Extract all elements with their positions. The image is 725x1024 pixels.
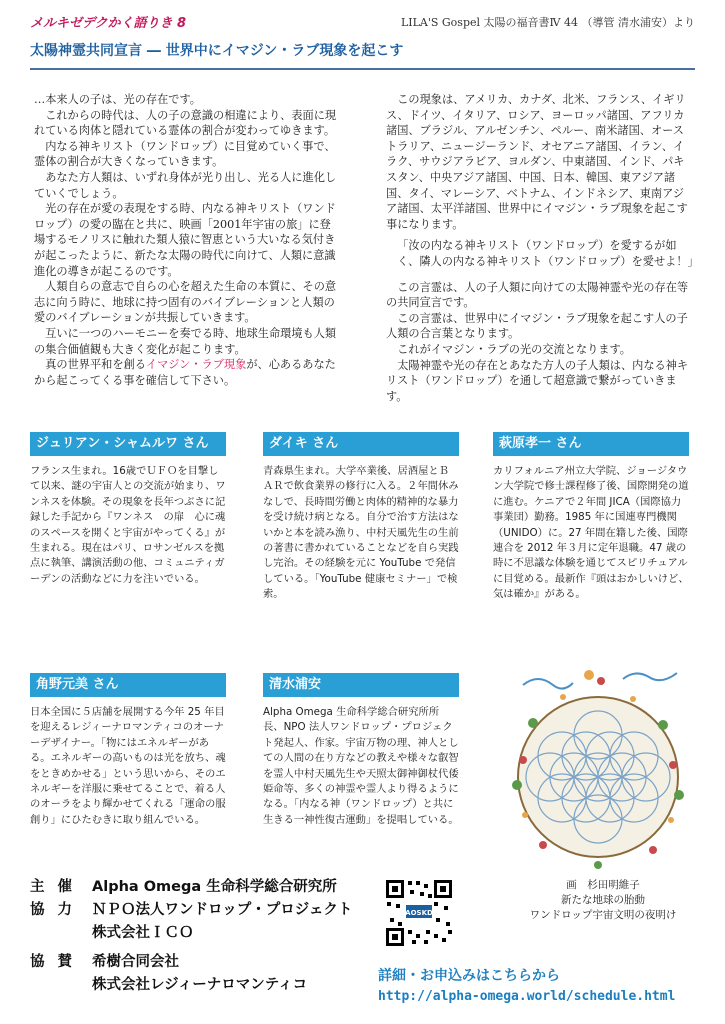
article-paragraph: 互いに一つのハーモニーを奏でる時、地球生命環境も人類の集合価値観も大きく変化が起こります。 [34, 326, 337, 356]
article-paragraph: 内なる神キリスト（ワンドロップ）に目覚めていく事で、霊体の割合が大きくなっていきます。 [34, 139, 336, 169]
illustration-subtitle: ワンドロップ宇宙文明の夜明け [529, 909, 677, 921]
credit-value: 株式会社ＩＣＯ [92, 925, 194, 941]
illustration-title: 新たな地球の胎動 [561, 894, 645, 906]
credit-value: 希樹合同会社 [92, 954, 179, 970]
series-title: メルキゼデクかく語りき 8 [30, 16, 187, 31]
profile-text: 日本全国に５店舗を展開する今年 25 年目を迎えるレジィーナロマンティコのオーナーデザイナー。「物にはエネルギーがある。エネルギーの高いものは光を放ち、魂をときめかせる」という思いから、そのエネルギーを洋服に乗せてることで、着る人のオーラをより輝かせてくれる「運命の服創り」にひたむきに取り組んでいる。 [30, 706, 226, 826]
info-title: 詳細・お申込みはこちらから [378, 968, 560, 984]
schedule-link[interactable]: http://alpha-omega.world/schedule.html [378, 989, 676, 1004]
article-paragraph: これがイマジン・ラブの光の交流となります。 [397, 342, 631, 356]
article-quote: 「汝の内なる神キリスト（ワンドロップ）を愛するが如く、隣人の内なる神キリスト（ワンドロップ）を愛せよ！」 [397, 239, 699, 268]
profile-card-kadono [30, 673, 226, 828]
article-paragraph: 太陽神霊や光の存在とあなた方人の子人類は、内なる神キリスト（ワンドロップ）を通して超意識で繋がっていきます。 [386, 358, 689, 403]
profile-name: ジュリアン・シャムルワ さん [30, 432, 226, 456]
profile-text: Alpha Omega 生命科学総合研究所所長、NPO 法人ワンドロップ・プロジェクト発起人、作家。宇宙万物の理、神人としての人間の在り方などの教えや様々な叡智を霊人中村天風先生や天照太御神御杖代倭姫命等、多くの神霊や霊人より得るようになる。「内なる神（ワンドロップ）と共に生きる一神性復古運動」を提唱している。 [263, 706, 459, 826]
profile-text: カリフォルニア州立大学院、ジョージタウン大学院で修士課程修了後、国際開発の道に進む。ケニアで２年間 JICA（国際協力事業団）勤務。1985 年に国連専門機関（UNIDO）に。27 年間在籍した後、国際連合を 2012 年３月に定年退職。47 歳の時に不思議な体験を通じてスピリチュアルに目覚める。最新作『頭はおかしいけど、気は確か』がある。 [493, 465, 689, 601]
source-credit: LILA'S Gospel 太陽の福音書Ⅳ 44 （導管 清水浦安）より [400, 16, 695, 29]
profile-text: 青森県生まれ。大学卒業後、居酒屋とＢＡＲで飲食業界の修行に入る。２年間休みなしで、長時間労働と肉体的精神的な暴力を受け続け病となる。自分で治す方法はないかと本を読み漁り、中村天風先生の生前の著書に書かれていることなどを自ら実践し完治。その経験を元に YouTube で発信している。「YouTube 健康セミナー」で検索。 [263, 465, 459, 601]
profile-name: 角野元美 さん [30, 673, 226, 697]
profile-text: フランス生まれ。16歳でＵＦＯを目撃して以来、謎の宇宙人との交流が始まり、ワンネスを体験。その現象を長年つぶさに記録した手記から『ワンネス の扉 心に魂のスペースを開くと宇宙がやってくる』が生まれる。現在はパリ、ロサンゼルスを拠点に執筆、講演活動の他、コミュニティガーデンの活動などに力を注いでいる。 [30, 465, 226, 585]
profile-card-daiki [263, 432, 459, 603]
profile-card-shimizu [263, 673, 459, 828]
qr-code[interactable] [384, 878, 454, 948]
credit-cooperation [30, 899, 352, 945]
profile-name: 萩原孝一 さん [493, 432, 689, 456]
article-left-column [34, 92, 342, 388]
event-credits [30, 876, 352, 997]
article-paragraph: 人類自らの意志で自らの心を超えた生命の本質に、その意志に向う時に、地球に持つ固有のバイブレーションと人類の愛のバイブレーションが共振していきます。 [34, 280, 337, 325]
credit-label: 協 力 [30, 902, 77, 918]
illustration-caption [513, 878, 693, 923]
header-divider [30, 68, 695, 70]
info-block [378, 965, 675, 1004]
article-paragraph: 光の存在が愛の表現をする時、内なる神キリスト（ワンドロップ）の愛の臨在と共に、映画「2001年宇宙の旅」に登場するモノリスに触れた類人猿に智恵という大いなる気付きが起こったように、新たな太陽の時代に向けて、人類に意識進化の導きが起こるのです。 [34, 202, 336, 278]
article-paragraph: …本来人の子は、光の存在です。 [34, 93, 201, 106]
page-headline: 太陽神霊共同宣言 ― 世界中にイマジン・ラブ現象を起こす [30, 43, 404, 59]
illustration-artist: 画 杉田明維子 [566, 879, 640, 891]
qr-label: AOSKD [405, 909, 433, 917]
article-text: が、心あるあなたから起こってくる事を確信して下さい。 [34, 358, 336, 387]
credit-value: 株式会社レジィーナロマンティコ [92, 977, 308, 993]
article-paragraph: これからの時代は、人の子の意識の相違により、表面に現れている肉体と隠れている霊体の割合が変わってゆきます。 [34, 108, 337, 138]
credit-value: Alpha Omega 生命科学総合研究所 [92, 879, 337, 895]
article-paragraph [34, 357, 342, 388]
article-paragraph: この言霊は、人の子人類に向けての太陽神霊や光の存在等の共同宣言です。 [386, 280, 689, 310]
profile-name: 清水浦安 [263, 673, 459, 697]
article-paragraph: この言霊は、世界中にイマジン・ラブ現象を起こす人の子人類の合言葉となります。 [386, 311, 688, 341]
highlight-imagine-love: イマジン・ラブ現象 [145, 358, 247, 372]
article-right-column [386, 92, 699, 404]
profile-card-hagiwara [493, 432, 689, 603]
article-paragraph: あなた方人類は、いずれ身体が光り出し、光る人に進化していくでしょう。 [34, 170, 337, 200]
credit-value: ＮＰＯ法人ワンドロップ・プロジェクト [92, 902, 353, 918]
article-text: 真の世界平和を創る [45, 358, 146, 372]
profile-name: ダイキ さん [263, 432, 459, 456]
profile-card-julian [30, 432, 226, 587]
credit-sponsor [30, 951, 352, 997]
credit-organizer [30, 876, 352, 899]
planet-earth-illustration [503, 665, 693, 870]
article-paragraph: この現象は、アメリカ、カナダ、北米、フランス、イギリス、ドイツ、イタリア、ロシア、ヨーロッパ諸国、アフリカ諸国、ブラジル、アルゼンチン、ペルー、南米諸国、オーストラリア、ニュージーランド、オセアニア諸国、イラン、イラク、サウジアラビア、ヨルダン、中東諸国、インド、パキスタン、中央アジア諸国、中国、日本、韓国、東アジア諸国、タイ、マレーシア、ベトナム、インドネシア、東南アジア諸国、太平洋諸国、世界中にイマジン・ラブ現象を起こす事になります。 [386, 93, 688, 231]
credit-label: 主 催 [30, 879, 77, 895]
credit-label: 協 賛 [30, 954, 77, 970]
